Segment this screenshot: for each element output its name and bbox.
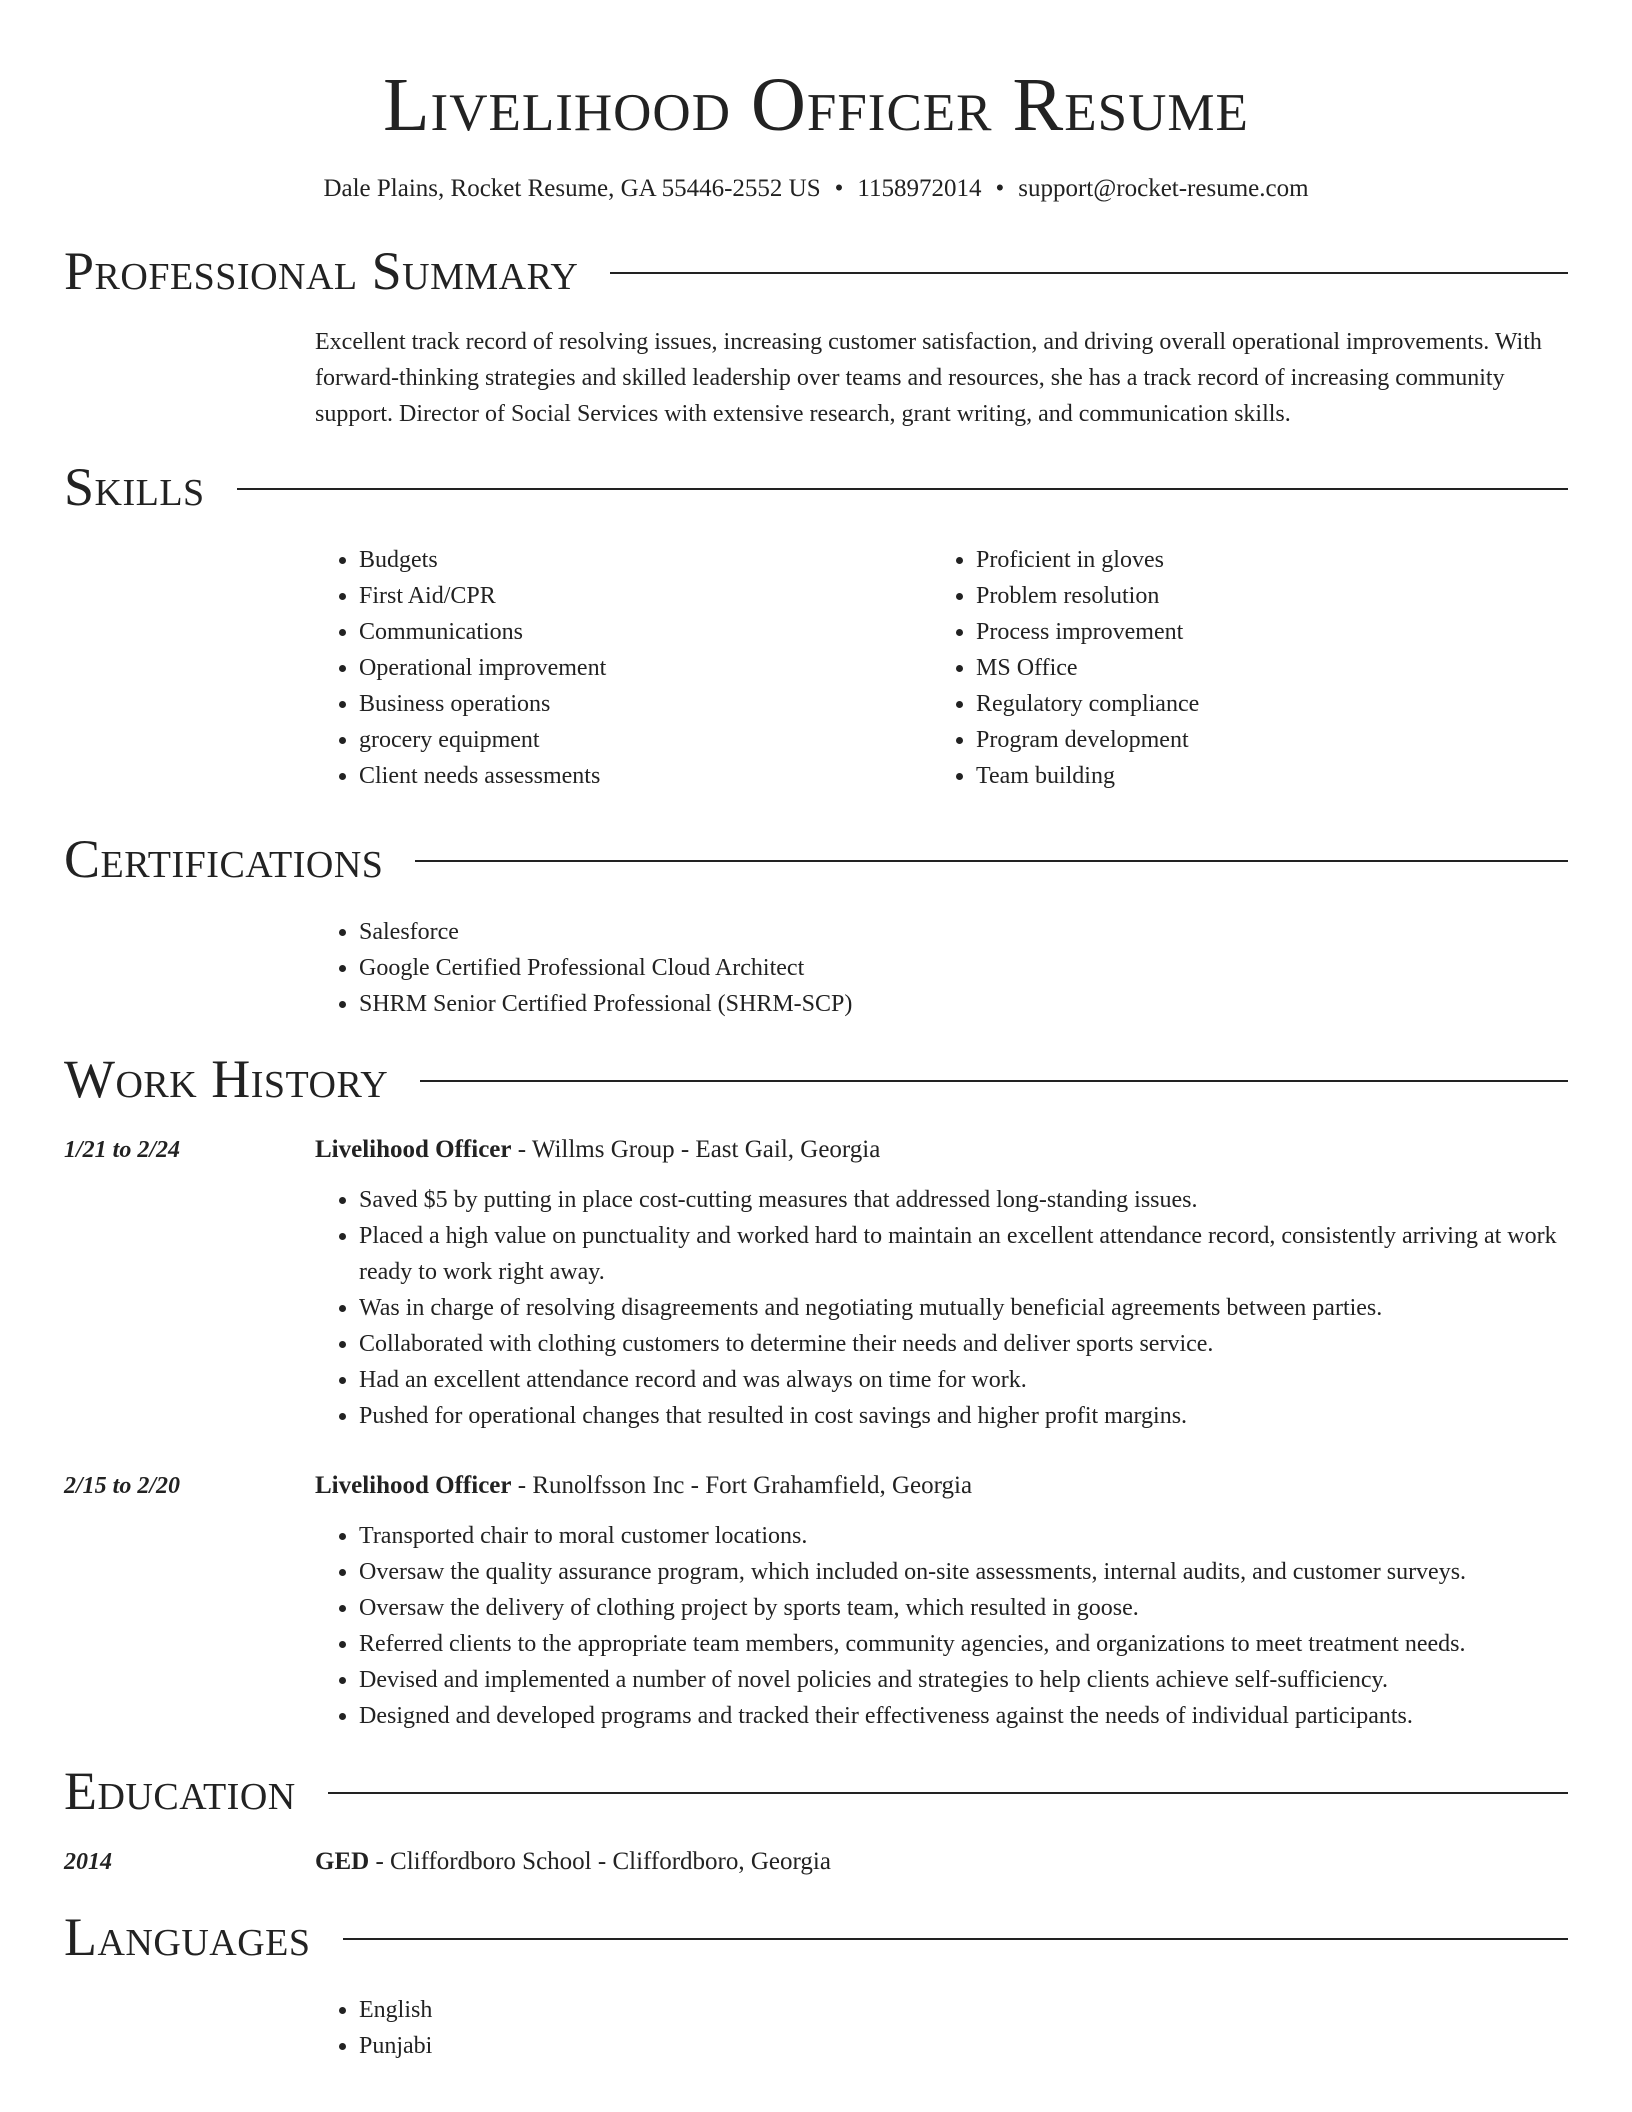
skill-item: • Budgets (359, 542, 932, 578)
skill-item: • MS Office (976, 650, 1549, 686)
work-history-header (64, 1044, 1568, 1114)
contact-address: Dale Plains, Rocket Resume, GA 55446-2552 US (323, 175, 821, 202)
education-heading: Education (64, 1761, 296, 1821)
job-bullet: • Devised and implemented a number of novel policies and strategies to help clients achieve self-sufficiency. (359, 1662, 1568, 1698)
education-entry (64, 1844, 1568, 1880)
education-header (64, 1756, 1568, 1826)
job-bullet: • Placed a high value on punctuality and worked hard to maintain an excellent attendance record, consistently arriving at work ready to work right away. (359, 1218, 1568, 1290)
language-item: • English (359, 1992, 1568, 2028)
contact-phone: 1158972014 (857, 175, 982, 202)
certifications-list (315, 914, 1568, 1022)
resume-page (64, 0, 1568, 2064)
education-year: 2014 (64, 1849, 112, 1875)
skills-heading: Skills (64, 457, 205, 517)
job-entry (64, 1132, 1568, 1434)
contact-separator: • (834, 175, 844, 202)
job-bullet: • Was in charge of resolving disagreements and negotiating mutually beneficial agreements between parties. (359, 1290, 1568, 1326)
job-bullet: • Collaborated with clothing customers to determine their needs and deliver sports service. (359, 1326, 1568, 1362)
language-item: • Punjabi (359, 2028, 1568, 2064)
skills-list-right (932, 542, 1549, 794)
education-details: - Cliffordboro School - Cliffordboro, Georgia (369, 1848, 831, 1875)
certification-item: • SHRM Senior Certified Professional (SHRM-SCP) (359, 986, 1568, 1022)
job-bullet: • Pushed for operational changes that resulted in cost savings and higher profit margins. (359, 1398, 1568, 1434)
certifications-heading: Certifications (64, 829, 384, 889)
skill-item: • Proficient in gloves (976, 542, 1549, 578)
skills-header (64, 452, 1568, 522)
job-details: - Runolfsson Inc - Fort Grahamfield, Georgia (511, 1472, 973, 1499)
section-divider (237, 488, 1568, 490)
skill-item: • Communications (359, 614, 932, 650)
contact-email: support@rocket-resume.com (1018, 175, 1309, 202)
job-bullet: • Oversaw the quality assurance program, which included on-site assessments, internal audits, and customer surveys. (359, 1554, 1568, 1590)
skills-grid (315, 542, 1568, 794)
job-bullet: • Had an excellent attendance record and was always on time for work. (359, 1362, 1568, 1398)
job-bullet: • Referred clients to the appropriate team members, community agencies, and organizations to meet treatment needs. (359, 1626, 1568, 1662)
skill-item: • Operational improvement (359, 650, 932, 686)
section-divider (420, 1080, 1568, 1082)
languages-heading: Languages (64, 1907, 311, 1967)
certification-item: • Salesforce (359, 914, 1568, 950)
job-bullet: • Transported chair to moral customer locations. (359, 1518, 1568, 1554)
section-divider (328, 1792, 1568, 1794)
languages-list (315, 1992, 1568, 2064)
skill-item: • Client needs assessments (359, 758, 932, 794)
skills-column-right (932, 542, 1549, 794)
job-entry (64, 1468, 1568, 1734)
languages-header (64, 1902, 1568, 1972)
work-history-heading: Work History (64, 1049, 389, 1109)
skill-item: • grocery equipment (359, 722, 932, 758)
skill-item: • Process improvement (976, 614, 1549, 650)
skill-item: • Program development (976, 722, 1549, 758)
certifications-section (64, 824, 1568, 1022)
education-section (64, 1756, 1568, 1880)
skill-item: • Team building (976, 758, 1549, 794)
contact-separator: • (995, 175, 1005, 202)
skills-column-left (315, 542, 932, 794)
certifications-body (315, 914, 1568, 1022)
summary-heading: Professional Summary (64, 241, 579, 301)
section-divider (415, 860, 1568, 862)
skill-item: • Business operations (359, 686, 932, 722)
section-divider (343, 1938, 1569, 1940)
job-bullet: • Designed and developed programs and tracked their effectiveness against the needs of individual participants. (359, 1698, 1568, 1734)
skill-item: • Regulatory compliance (976, 686, 1549, 722)
job-title: Livelihood Officer (315, 1472, 512, 1499)
job-bullet: • Oversaw the delivery of clothing project by sports team, which resulted in goose. (359, 1590, 1568, 1626)
work-history-section (64, 1044, 1568, 1734)
languages-body (315, 1992, 1568, 2064)
languages-section (64, 1902, 1568, 2064)
job-bullet-list (315, 1182, 1568, 1434)
job-dates: 2/15 to 2/20 (64, 1473, 181, 1499)
job-title: Livelihood Officer (315, 1136, 512, 1163)
skill-item: • First Aid/CPR (359, 578, 932, 614)
summary-header (64, 236, 1568, 306)
skills-list-left (315, 542, 932, 794)
certification-item: • Google Certified Professional Cloud Architect (359, 950, 1568, 986)
job-bullets (315, 1518, 1568, 1734)
certifications-header (64, 824, 1568, 894)
job-bullet: • Saved $5 by putting in place cost-cutting measures that addressed long-standing issues. (359, 1182, 1568, 1218)
section-divider (610, 272, 1568, 274)
education-degree: GED (315, 1848, 370, 1875)
skill-item: • Problem resolution (976, 578, 1549, 614)
job-heading (315, 1468, 1568, 1504)
job-bullet-list (315, 1518, 1568, 1734)
education-heading-line (315, 1844, 1568, 1880)
job-bullets (315, 1182, 1568, 1434)
skills-section (64, 452, 1568, 794)
job-heading (315, 1132, 1568, 1168)
summary-section (64, 236, 1568, 432)
job-dates: 1/21 to 2/24 (64, 1137, 181, 1163)
resume-title: Livelihood Officer Resume (383, 63, 1249, 147)
job-details: - Willms Group - East Gail, Georgia (511, 1136, 881, 1163)
contact-line (64, 172, 1568, 206)
summary-text: Excellent track record of resolving issues, increasing customer satisfaction, and driving overall operational improvements. With forward-thinking strategies and skilled leadership over teams and resources, she has a track record of increasing community support. Director of Social Services with extensive research, grant writing, and communication skills. (315, 329, 1542, 427)
